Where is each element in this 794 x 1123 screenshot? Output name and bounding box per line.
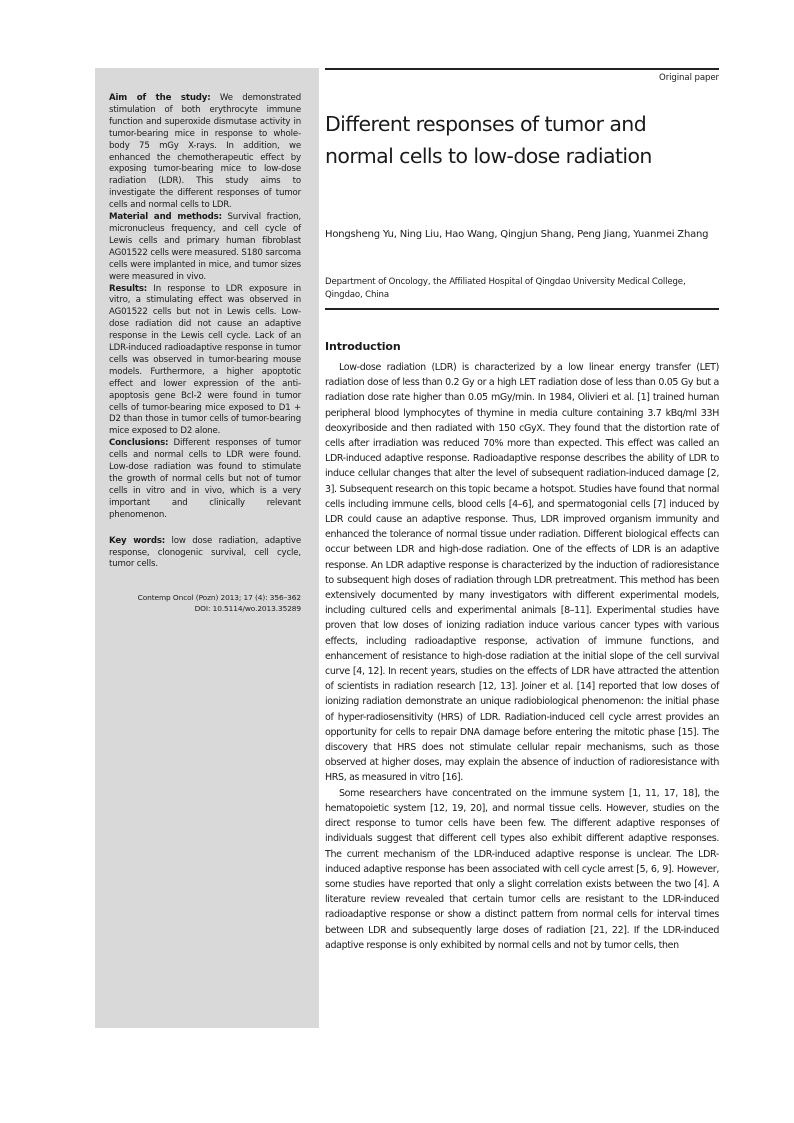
- introduction-heading: Introduction: [325, 340, 401, 353]
- article-title: Different responses of tumor and normal cells to low-dose radiation: [325, 112, 652, 168]
- citation-block: [109, 593, 301, 614]
- author-list: Hongsheng Yu, Ning Liu, Hao Wang, Qingjun Shang, Peng Jiang, Yuanmei Zhang: [325, 229, 709, 240]
- conclusions-label: Conclusions:: [109, 438, 169, 449]
- abstract-sidebar: [95, 68, 319, 1028]
- conclusions-text: Different responses of tumor cells and normal cells to LDR were found. Low-dose radiation was found to stimulate the growth of normal cells but not of tumor cells in vitro and in vivo, which is a very important and clinically relevant phenomenon.: [109, 438, 301, 520]
- abstract-body: [109, 93, 301, 522]
- methods-text: Survival fraction, micronucleus frequency, and cell cycle of Lewis cells and primary human fibroblast AG01522 cells were measured. S180 sarcoma cells were implanted in mice, and tumor sizes were measured in vivo.: [109, 212, 301, 282]
- header-rule: [325, 68, 719, 70]
- intro-paragraph-1: Low-dose radiation (LDR) is characterized by a low linear energy transfer (LET) radiation dose of less than 0.2 Gy or a high LET radiation dose of less than 0.05 Gy but a radiation dose rate higher than 0.05 mGy/min. In 1984, Olivieri et al. [1] trained human peripheral blood lymphocytes of thymine in media culture containing 3.7 kBq/ml 33H deoxyriboside and then radiated with 150 cGyX. They found that the distortion rate of cells after irradiation was reduced 70% more than expected. This effect was called an LDR-induced adaptive response. Radioadaptive response describes the ability of LDR to induce cellular changes that alter the level of subsequent radiation-induced damage [2, 3]. Subsequent research on this topic became a hotspot. Studies have found that normal cells including immune cells, blood cells [4–6], and spermatogonial cells [7] induced by LDR could cause an adaptive response. Thus, LDR improved organism immunity and enhanced the tolerance of normal tissue under radiation. Different biological effects can occur between LDR and high-dose radiation. One of the effects of LDR is an adaptive response. An LDR adaptive response is characterized by the induction of radioresistance to subsequent high doses of radiation through LDR pretreatment. This method has been extensively documented by many investigators with different experimental models, including cultured cells and experimental animals [8–11]. Experimental studies have proven that low doses of ionizing radiation induce various cancer types with various effects, including radioadaptive response, activation of immune functions, and enhancement of resistance to high-dose radiation at the initial slope of the cell survival curve [4, 12]. In recent years, studies on the effects of LDR have attracted the attention of scientists in radiation research [12, 13]. Joiner et al. [14] reported that low doses of ionizing radiation demonstrate an unique radiobiological phenomenon: the initial phase of hyper-radiosensitivity (HRS) of LDR. Radiation-induced cell cycle arrest provides an opportunity for cells to repair DNA damage before entering the mitotic phase [15]. The discovery that HRS does not stimulate cellular repair mechanisms, such as those observed at higher doses, may explain the absence of induction of radioresistance with HRS, as measured in vitro [16].: [325, 362, 719, 784]
- paper-type-label: Original paper: [659, 73, 719, 83]
- intro-paragraph-2: Some researchers have concentrated on the immune system [1, 11, 17, 18], the hematopoietic system [12, 19, 20], and normal tissue cells. However, studies on the direct response to tumor cells have been few. The different adaptive responses of individuals suggest that different cell types also exhibit different adaptive responses. The current mechanism of the LDR-induced adaptive response is unclear. The LDR-induced adaptive response has been associated with cell cycle arrest [5, 6, 9]. However, some studies have reported that only a slight correlation exists between the two [4]. A literature review revealed that certain tumor cells are resistant to the LDR-induced radioadaptive response or show a distinct pattern from normal cells for interval times between LDR and subsequently large doses of radiation [21, 22]. If the LDR-induced adaptive response is only exhibited by normal cells and not by tumor cells, then: [325, 787, 719, 951]
- aim-label: Aim of the study:: [109, 93, 211, 103]
- keywords-label: Key words:: [109, 535, 166, 546]
- journal-citation: Contemp Oncol (Pozn) 2013; 17 (4): 356–362: [137, 593, 301, 603]
- results-label: Results:: [109, 283, 148, 294]
- keywords: [109, 536, 301, 572]
- results-text: In response to LDR exposure in vitro, a stimulating effect was observed in AG01522 cells but not in Lewis cells. Low-dose radiation did not cause an adaptive response in the Lewis cell cycle. Lack of an LDR-induced radioadaptive response in tumor cells was observed in tumor-bearing mouse models. Furthermore, a higher apoptotic effect and lower expression of the anti-apoptosis gene Bcl-2 were found in tumor cells of tumor-bearing mice exposed to D1 + D2 than those in tumor cells of tumor-bearing mice exposed to D2 alone.: [109, 283, 301, 437]
- keywords-text: low dose radiation, adaptive response, clonogenic survival, cell cycle, tumor cells.: [109, 535, 301, 570]
- affiliation: Department of Oncology, the Affiliated Hospital of Qingdao University Medical College, Qingdao, China: [325, 277, 686, 300]
- section-divider: [325, 308, 719, 310]
- aim-text: We demonstrated stimulation of both erythrocyte immune function and superoxide dismutase activity in tumor-bearing mice in response to whole-body 75 mGy X-rays. In addition, we enhanced the chemotherapeutic effect by exposing tumor-bearing mice to low-dose radiation (LDR). This study aims to investigate the different responses of tumor cells and normal cells to LDR.: [109, 93, 301, 211]
- doi[interactable]: DOI: 10.5114/wo.2013.35289: [194, 603, 301, 613]
- methods-label: Material and methods:: [109, 212, 222, 223]
- introduction-body: [325, 360, 719, 953]
